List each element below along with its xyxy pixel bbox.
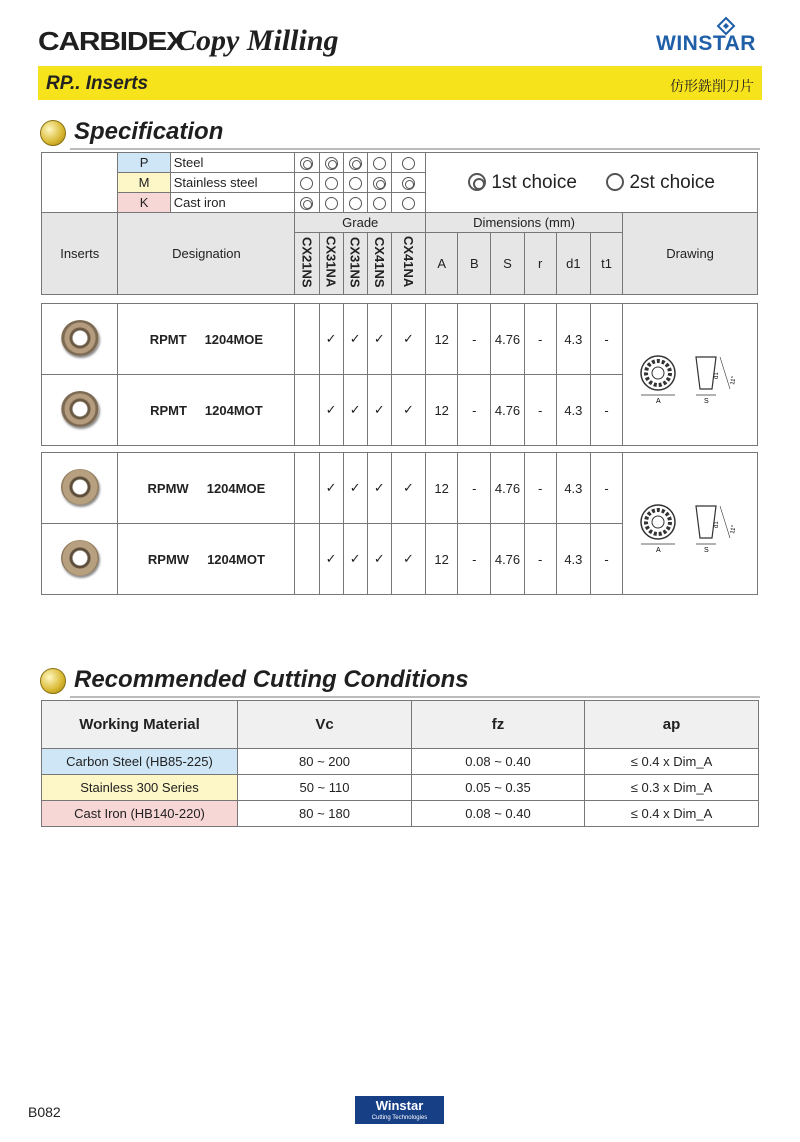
- rpmw-drawing-icon: [630, 494, 750, 554]
- check-cell: ✓: [391, 304, 425, 375]
- grade-symbol: [295, 173, 319, 193]
- dim-a-label: A: [656, 546, 661, 554]
- dim-col-header: r: [524, 233, 556, 295]
- check-cell: ✓: [319, 524, 343, 595]
- insert-image: [42, 375, 118, 446]
- material-code: P: [118, 153, 170, 173]
- first-choice-icon: [300, 197, 313, 210]
- material-cell: Stainless 300 Series: [42, 775, 238, 801]
- legend-second: 2st choice: [629, 171, 715, 193]
- dim-cell: 4.76: [491, 453, 524, 524]
- insert-rpmt-icon: [61, 391, 99, 427]
- angle-label: 11°: [730, 524, 738, 534]
- dim-cell: -: [458, 375, 491, 446]
- table-row: [42, 453, 758, 524]
- table-row: [42, 749, 759, 775]
- grade-symbol: [391, 193, 425, 213]
- check-cell: ✓: [319, 375, 343, 446]
- fz-cell: 0.08 ~ 0.40: [412, 749, 585, 775]
- winstar-logo-text: WINSTAR: [656, 32, 756, 55]
- dim-cell: 4.3: [556, 304, 590, 375]
- material-code: M: [118, 173, 170, 193]
- second-choice-icon: [325, 197, 338, 210]
- ap-cell: ≤ 0.4 x Dim_A: [585, 749, 759, 775]
- vc-cell: 80 ~ 180: [238, 801, 412, 827]
- dim-cell: -: [590, 524, 622, 595]
- check-cell: ✓: [367, 453, 391, 524]
- material-row-p: [42, 153, 758, 173]
- page-title: Copy Milling: [176, 24, 339, 57]
- grade-col-header: CX31NS: [343, 233, 367, 295]
- grade-col-header: CX21NS: [295, 233, 319, 295]
- check-cell: [295, 304, 319, 375]
- grade-symbol: [391, 153, 425, 173]
- second-choice-icon: [300, 177, 313, 190]
- footer-logo-sub: Cutting Technologies: [371, 1115, 428, 1121]
- insert-drawing: [623, 453, 758, 595]
- check-cell: ✓: [367, 524, 391, 595]
- dim-cell: 12: [426, 524, 458, 595]
- dim-s-label: S: [704, 397, 709, 405]
- cutting-header-row: [42, 701, 759, 749]
- table-row: [42, 801, 759, 827]
- dim-col-header: t1: [590, 233, 622, 295]
- page-number: B082: [28, 1104, 61, 1120]
- vc-cell: 80 ~ 200: [238, 749, 412, 775]
- material-name: Cast iron: [170, 193, 295, 213]
- spec-table: [41, 152, 758, 295]
- dim-cell: -: [524, 375, 556, 446]
- subtitle-bar: [38, 66, 762, 100]
- ap-cell: ≤ 0.3 x Dim_A: [585, 775, 759, 801]
- dim-d1-label: d1: [714, 371, 721, 379]
- insert-rpmw-icon: [61, 540, 99, 576]
- cutting-table: [41, 700, 759, 827]
- divider: [70, 148, 760, 150]
- dim-cell: -: [590, 304, 622, 375]
- first-choice-icon: [325, 157, 338, 170]
- table-row: [42, 775, 759, 801]
- dim-cell: -: [524, 524, 556, 595]
- material-name: Stainless steel: [170, 173, 295, 193]
- second-choice-icon: [349, 177, 362, 190]
- check-cell: ✓: [391, 524, 425, 595]
- dim-cell: 4.76: [491, 375, 524, 446]
- second-choice-icon: [402, 157, 415, 170]
- dim-cell: -: [458, 304, 491, 375]
- grade-symbol: [319, 153, 343, 173]
- cutting-badge-icon: [40, 668, 66, 694]
- angle-label: 11°: [730, 375, 738, 385]
- insert-drawing: [623, 304, 758, 446]
- check-cell: ✓: [343, 375, 367, 446]
- grade-header: Grade: [295, 213, 426, 233]
- winstar-logo: [656, 16, 766, 56]
- rpmt-drawing-icon: [630, 345, 750, 405]
- dim-cell: -: [590, 453, 622, 524]
- material-cell: Cast Iron (HB140-220): [42, 801, 238, 827]
- dim-col-header: A: [426, 233, 458, 295]
- carbidex-logo: CARBIDEX: [38, 26, 185, 56]
- check-cell: [295, 524, 319, 595]
- col-ap: ap: [585, 701, 759, 749]
- spec-rows-group-1: [41, 303, 758, 446]
- check-cell: ✓: [343, 304, 367, 375]
- first-choice-icon: [402, 177, 415, 190]
- grade-symbol: [367, 193, 391, 213]
- first-choice-icon: [373, 177, 386, 190]
- dim-a-label: A: [656, 397, 661, 405]
- legend: [426, 153, 758, 213]
- check-cell: ✓: [343, 524, 367, 595]
- insert-badge-icon: [40, 120, 66, 146]
- second-choice-icon: [325, 177, 338, 190]
- dim-col-header: B: [458, 233, 491, 295]
- fz-cell: 0.05 ~ 0.35: [412, 775, 585, 801]
- dim-cell: -: [590, 375, 622, 446]
- check-cell: ✓: [367, 304, 391, 375]
- footer-logo-text: Winstar: [375, 1098, 424, 1113]
- grade-symbol: [343, 153, 367, 173]
- check-cell: ✓: [391, 375, 425, 446]
- dim-cell: -: [458, 524, 491, 595]
- inserts-header: Inserts: [42, 213, 118, 295]
- check-cell: ✓: [319, 304, 343, 375]
- designation: RPMW 1204MOT: [118, 524, 295, 595]
- check-cell: ✓: [343, 453, 367, 524]
- material-code: K: [118, 193, 170, 213]
- spec-rows-group-2: [41, 452, 758, 595]
- grade-symbol: [319, 173, 343, 193]
- dim-cell: -: [458, 453, 491, 524]
- first-choice-icon: [349, 157, 362, 170]
- table-row: [42, 304, 758, 375]
- check-cell: ✓: [319, 453, 343, 524]
- cutting-title: Recommended Cutting Conditions: [74, 666, 469, 693]
- dim-cell: -: [524, 453, 556, 524]
- grade-symbol: [343, 173, 367, 193]
- grade-symbol: [367, 153, 391, 173]
- header-row: [42, 213, 758, 233]
- designation-header: Designation: [118, 213, 295, 295]
- designation: RPMW 1204MOE: [118, 453, 295, 524]
- fz-cell: 0.08 ~ 0.40: [412, 801, 585, 827]
- dim-cell: 4.3: [556, 524, 590, 595]
- dim-cell: 12: [426, 375, 458, 446]
- material-cell: Carbon Steel (HB85-225): [42, 749, 238, 775]
- second-choice-icon: [606, 173, 624, 191]
- insert-rpmt-icon: [61, 320, 99, 356]
- insert-image: [42, 524, 118, 595]
- check-cell: [295, 453, 319, 524]
- spec-heading: [40, 116, 760, 150]
- drawing-header: Drawing: [623, 213, 758, 295]
- dim-col-header: d1: [556, 233, 590, 295]
- second-choice-icon: [402, 197, 415, 210]
- col-working-material: Working Material: [42, 701, 238, 749]
- dim-s-label: S: [704, 546, 709, 554]
- second-choice-icon: [373, 157, 386, 170]
- dim-col-header: S: [491, 233, 524, 295]
- check-cell: ✓: [367, 375, 391, 446]
- spec-title: Specification: [74, 118, 224, 145]
- grade-symbol: [295, 193, 319, 213]
- divider: [70, 696, 760, 698]
- insert-image: [42, 453, 118, 524]
- check-cell: ✓: [391, 453, 425, 524]
- designation: RPMT 1204MOE: [118, 304, 295, 375]
- grade-col-header: CX41NA: [391, 233, 425, 295]
- vc-cell: 50 ~ 110: [238, 775, 412, 801]
- material-name: Steel: [170, 153, 295, 173]
- cutting-heading: [40, 664, 760, 698]
- dim-cell: 4.76: [491, 524, 524, 595]
- grade-col-header: CX31NA: [319, 233, 343, 295]
- dim-cell: -: [524, 304, 556, 375]
- grade-symbol: [295, 153, 319, 173]
- grade-symbol: [319, 193, 343, 213]
- first-choice-icon: [300, 157, 313, 170]
- dimensions-header: Dimensions (mm): [426, 213, 623, 233]
- designation: RPMT 1204MOT: [118, 375, 295, 446]
- legend-first: 1st choice: [491, 171, 577, 193]
- subtitle: RP.. Inserts: [46, 73, 149, 94]
- dim-cell: 4.3: [556, 453, 590, 524]
- dim-d1-label: d1: [714, 520, 721, 528]
- first-choice-icon: [468, 173, 486, 191]
- col-fz: fz: [412, 701, 585, 749]
- dim-cell: 4.3: [556, 375, 590, 446]
- dim-cell: 4.76: [491, 304, 524, 375]
- grade-symbol: [391, 173, 425, 193]
- footer-logo: [355, 1096, 444, 1124]
- grade-col-header: CX41NS: [367, 233, 391, 295]
- second-choice-icon: [373, 197, 386, 210]
- insert-rpmw-icon: [61, 469, 99, 505]
- dim-cell: 12: [426, 304, 458, 375]
- grade-symbol: [367, 173, 391, 193]
- dim-cell: 12: [426, 453, 458, 524]
- col-vc: Vc: [238, 701, 412, 749]
- insert-image: [42, 304, 118, 375]
- subtitle-cn: 仿形銑削刀片: [670, 79, 754, 95]
- second-choice-icon: [349, 197, 362, 210]
- grade-symbol: [343, 193, 367, 213]
- ap-cell: ≤ 0.4 x Dim_A: [585, 801, 759, 827]
- check-cell: [295, 375, 319, 446]
